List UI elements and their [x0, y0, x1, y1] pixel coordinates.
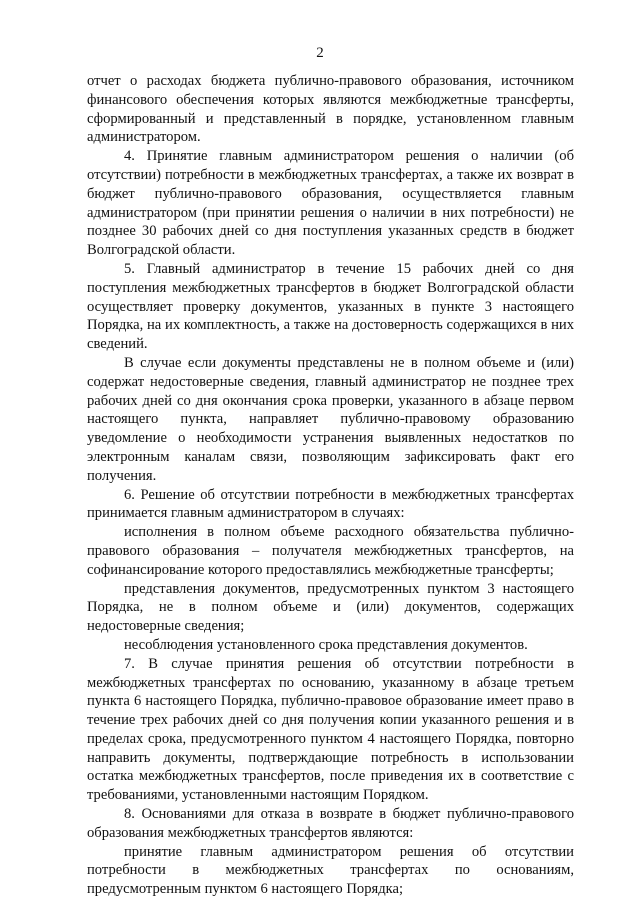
paragraph-item-8: 8. Основаниями для отказа в возврате в бюджет публично-правового образования межбюджетных трансфертов являются: — [87, 806, 574, 841]
paragraph-item-6-case-3: несоблюдения установленного срока представления документов. — [124, 636, 528, 653]
paragraph-item-7: 7. В случае принятия решения об отсутствии потребности в межбюджетных трансфертах по основанию, указанному в абзаце третьем пункта 6 настоящего Порядка, публично-правовое образование имеет право в течение трех рабочих дней со дня получения копии указанного решения и в пределах срока, предусмотренного пунктом 4 настоящего Порядка, повторно направить документы, подтверждающие потребность в использовании остатка межбюджетных трансфертов, после приведения их в соответствие с требованиями, установленными настоящим Порядком. — [87, 655, 574, 804]
paragraph-item-5-case: В случае если документы представлены не в полном объеме и (или) содержат недостоверные сведения, главный администратор не позднее трех рабочих дней со дня окончания срока проверки, указанного в абзаце первом настоящего пункта, направляет публично-правовому образованию уведомление о необходимости устранения выявленных недостатков по электронным каналам связи, позволяющим зафиксировать факт его получения. — [87, 354, 574, 484]
paragraph-item-6-case-1: исполнения в полном объеме расходного обязательства публично-правового образования – получателя межбюджетных трансфертов, на софинансирование которого предоставлялись межбюджетные трансферты; — [87, 524, 574, 578]
paragraph-item-6-case-2: представления документов, предусмотренных пунктом 3 настоящего Порядка, не в полном объеме и (или) документов, содержащих недостоверные сведения; — [87, 580, 574, 635]
page-number: 2 — [316, 45, 324, 61]
paragraph-item-5: 5. Главный администратор в течение 15 рабочих дней со дня поступления межбюджетных трансфертов в бюджет Волгоградской области осуществляет проверку документов, указанных в пункте 3 настоящего Порядка, на их комплектность, а также на достоверность содержащихся в них сведений. — [87, 260, 574, 353]
paragraph-item-8-case-1: принятие главным администратором решения об отсутствии потребности в межбюджетных трансфертах по основаниям, предусмотренным пунктом 6 настоящего Порядка; — [87, 843, 574, 898]
paragraph-item-6: 6. Решение об отсутствии потребности в межбюджетных трансфертах принимается главным администратором в случаях: — [87, 486, 574, 522]
paragraph-report-continuation: отчет о расходах бюджета публично-правового образования, источником финансового обеспечения которых являются межбюджетные трансферты, сформированный и представленный в порядке, установленном главным администратором. — [87, 73, 574, 146]
paragraph-item-4: 4. Принятие главным администратором решения о наличии (об отсутствии) потребности в межбюджетных трансфертах, а также их возврат в бюджет публично-правового образования, осуществляется главным администратором (при принятии решения о наличии в них потребности) не позднее 30 рабочих дней со дня поступления указанных средств в бюджет Волгоградской области. — [87, 148, 574, 259]
document-body — [87, 72, 574, 899]
